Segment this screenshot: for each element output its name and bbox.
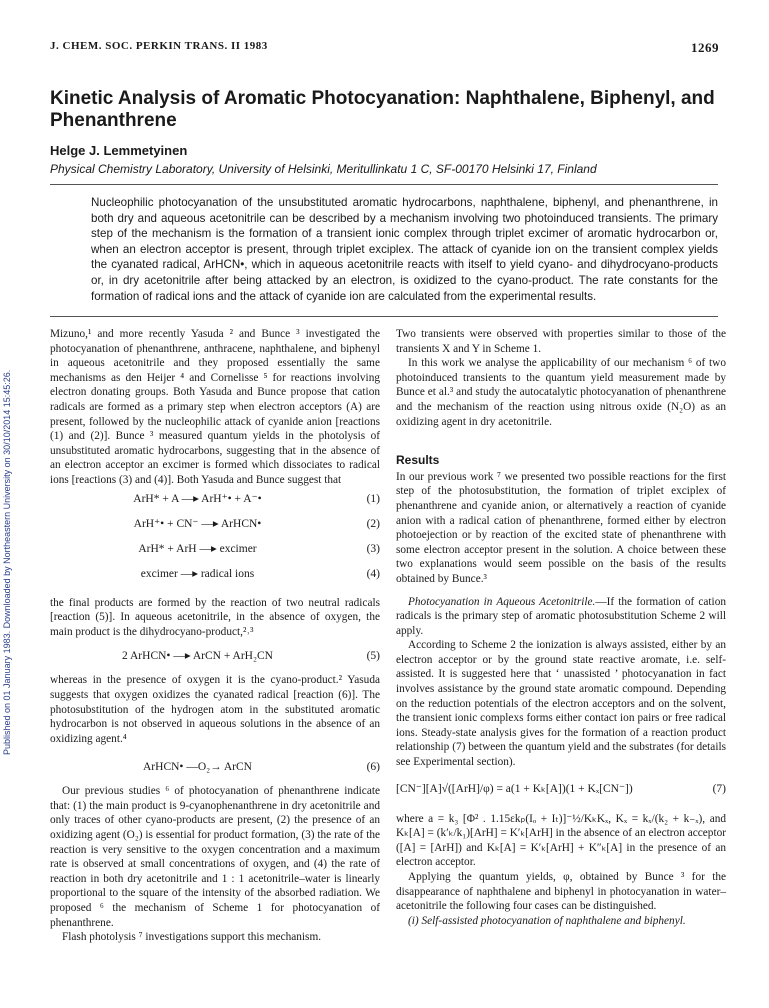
body-paragraph: In this work we analyse the applicability of our mechanism ⁶ of two photoinduced transients to the quantum yield measurement made by Bunce et al.³ and study the autocatalytic photocyanation of phenanthrene and the mechanism of the reaction using nitrous oxide (N₂O) as an oxidizing agent in dry acetonitrile. bbox=[396, 357, 726, 428]
reaction-1 bbox=[50, 488, 380, 513]
subsection-text: —If the formation of cation radicals is the primary step of aromatic photosubstitution Scheme 2 will apply. bbox=[396, 595, 726, 637]
article-title: Kinetic Analysis of Aromatic Photocyanation: Naphthalene, Biphenyl, and Phenanthrene bbox=[50, 88, 715, 131]
reaction-4 bbox=[50, 563, 380, 588]
reaction-number: (5) bbox=[366, 650, 380, 663]
body-paragraph: where a = k₃ [Φ² . 1.15εkₚ(Iₒ + Iₜ)]⁻½/KₖKₓ, Kₓ = kₓ/(k₂ + k₋ₓ), and Kₖ[A] = (k′ₖ/k₁)[ArH] = K′ₖ[ArH] in the absence of an electron acceptor ([A] = [ArH]) and Kₖ[A] = K′ₖ[ArH] + K″ₖ[A] in the presence of an electron acceptor. bbox=[396, 812, 726, 869]
reaction-number: (1) bbox=[366, 492, 380, 505]
right-column bbox=[396, 327, 726, 928]
author-affiliation: Physical Chemistry Laboratory, University of Helsinki, Meritullinkatu 1 C, SF-00170 Helsinki 17, Finland bbox=[50, 162, 597, 176]
body-paragraph: the final products are formed by the reaction of two neutral radicals [reaction (5)]. In aqueous acetonitrile, in the absence of oxygen, the main product is the dihydrocyano-product,²˒³ bbox=[50, 596, 380, 638]
reaction-equation: ArHCN• —O₂→ ArCN bbox=[143, 761, 252, 774]
equation-number: (7) bbox=[712, 782, 726, 795]
equation-text: [CN⁻][A]√([ArH]/φ) = a(1 + Kₖ[A])(1 + Kₓ[CN⁻]) bbox=[396, 782, 633, 795]
top-divider bbox=[50, 184, 718, 185]
body-paragraph: (i) Self-assisted photocyanation of naphthalene and biphenyl. bbox=[408, 914, 686, 927]
body-paragraph: According to Scheme 2 the ionization is always assisted, either by an electron acceptor or by the ground state reactive aromate, i.e. self-assisted. It is suggested here that ‘ unassisted ’ photocyanation in fact involves assistance by the ground state aromatic compound. Depending on the reduction potentials of the electron acceptors and on the solvent, the transient ionic complexs forms either contact ion pairs or free radical ions. Steady-state analysis gives for the formation of a reaction product relationship (7) between the quantum yield and the substrates (for details see Experimental section). bbox=[396, 639, 726, 769]
download-notice[interactable]: Published on 01 January 1983. Downloaded by Northeastern University on 30/10/2014 15:45:26. bbox=[2, 369, 12, 755]
reaction-3 bbox=[50, 538, 380, 563]
section-heading: Results bbox=[396, 453, 440, 468]
abstract-divider bbox=[50, 316, 718, 317]
download-watermark bbox=[2, 115, 16, 755]
journal-header: J. CHEM. SOC. PERKIN TRANS. II 1983 bbox=[50, 40, 268, 52]
equation-7 bbox=[396, 770, 726, 812]
reaction-2 bbox=[50, 513, 380, 538]
body-paragraph: Applying the quantum yields, φ, obtained by Bunce ³ for the disappearance of naphthalene and biphenyl in photocyanation in water–acetonitrile the following four cases can be distinguished. bbox=[396, 871, 726, 913]
page-number: 1269 bbox=[691, 40, 719, 55]
reaction-number: (3) bbox=[366, 542, 380, 555]
subsection-heading: Photocyanation in Aqueous Acetonitrile. bbox=[408, 595, 596, 608]
abstract: Nucleophilic photocyanation of the unsubstituted aromatic hydrocarbons, naphthalene, biphenyl, and phenanthrene, in both dry and aqueous acetonitrile can be described by a mechanism involving two photoinduced transients. The primary step of the mechanism is the formation of a transient ionic complex through triplet excimer of aromatic hydrocarbon or, when an electron acceptor is present, through triplet exciplex. The attack of cyanide ion on the transient complex yields the cyanated radical, ArHCN•, which in aqueous acetonitrile reacts with itself to yield cyano- and dihydrocyano-products or, in dry acetonitrile after being attacked by an electron, is oxidized to the cyano-product. The rate constants for the formation of radical ions and the attack of cyanide ion are calculated from the experimental results. bbox=[91, 196, 718, 303]
reaction-equation: ArH* + A —▸ ArH⁺• + A⁻• bbox=[133, 492, 262, 505]
reaction-number: (4) bbox=[366, 567, 380, 580]
body-paragraph: Our previous studies ⁶ of photocyanation of phenanthrene indicate that: (1) the main product is 9-cyanophenanthrene in dry acetonitrile and only traces of other cyano-products are present, (2) the presence of an oxidizing agent (O₂) is essential for product formation, (3) the rate of the reaction is very sensitive to the oxygen concentration and a maximum rate is observed at small concentrations of oxygen, and (4) the rate of reaction in both dry acetonitrile and 1 : 1 acetonitrile–water is linearly proportional to the square of the intensity of the absorbed radiation. We proposed ⁶ the mechanism of Scheme 1 for photocyanation of phenanthrene. bbox=[50, 785, 380, 929]
reaction-number: (2) bbox=[366, 517, 380, 530]
reaction-equation: ArH* + ArH —▸ excimer bbox=[138, 542, 257, 555]
reaction-equation: ArH⁺• + CN⁻ —▸ ArHCN• bbox=[133, 517, 262, 530]
body-paragraph: Two transients were observed with properties similar to those of the transients X and Y in Scheme 1. bbox=[396, 328, 726, 355]
reaction-number: (6) bbox=[366, 761, 380, 774]
reaction-equation: 2 ArHCN• —▸ ArCN + ArH₂CN bbox=[122, 650, 273, 663]
body-paragraph: Flash photolysis ⁷ investigations support this mechanism. bbox=[62, 931, 322, 944]
reaction-5 bbox=[50, 639, 380, 673]
body-paragraph bbox=[396, 595, 726, 639]
body-paragraph: In our previous work ⁷ we presented two possible reactions for the first step of the photosubstitution, the formation of triplet exciplex of phenanthrene and cyanide anion, or alternatively a reaction of cyanide anion with a radical cation of phenanthrene, formed either by electron photoejection or by reaction of the excited state of phenanthrene with some electron acceptor present in the solution. A choice between these two explanations would seem possible on the basis of the results obtained by Bunce.³ bbox=[396, 470, 726, 585]
reaction-equation: excimer —▸ radical ions bbox=[140, 567, 255, 580]
left-column bbox=[50, 327, 380, 945]
author-name: Helge J. Lemmetyinen bbox=[50, 143, 188, 158]
body-paragraph: whereas in the presence of oxygen it is the cyano-product.² Yasuda suggests that oxygen oxidizes the cyanated radical [reaction (6)]. The photosubstitution of the hydrogen atom in the substituted aromatic hydrocarbon is not observed in aqueous solutions in the absence of an oxidizing agent.⁴ bbox=[50, 674, 380, 745]
reaction-6 bbox=[50, 746, 380, 784]
intro-paragraph: Mizuno,¹ and more recently Yasuda ² and Bunce ³ investigated the photocyanation of phenanthrene, anthracene, naphthalene, and biphenyl in aqueous acetonitrile and they proposed essentially the same mechanisms as den Heijer ⁴ and Cornelisse ⁵ for reactions involving electron donating groups. Both Yasuda and Bunce propose that cation radicals are formed as a primary step when electron acceptors (A) are present, followed by the nucleophilic attack of cyanide anion [reactions (1) and (2)]. Bunce ³ measured quantum yields in the photolysis of unsubstituted aromatic hydrocarbons, suggesting that in the absence of an electron acceptor an excimer is formed which dissociates to radical ions [reactions (3) and (4)]. Both Yasuda and Bunce suggest that bbox=[50, 328, 380, 486]
